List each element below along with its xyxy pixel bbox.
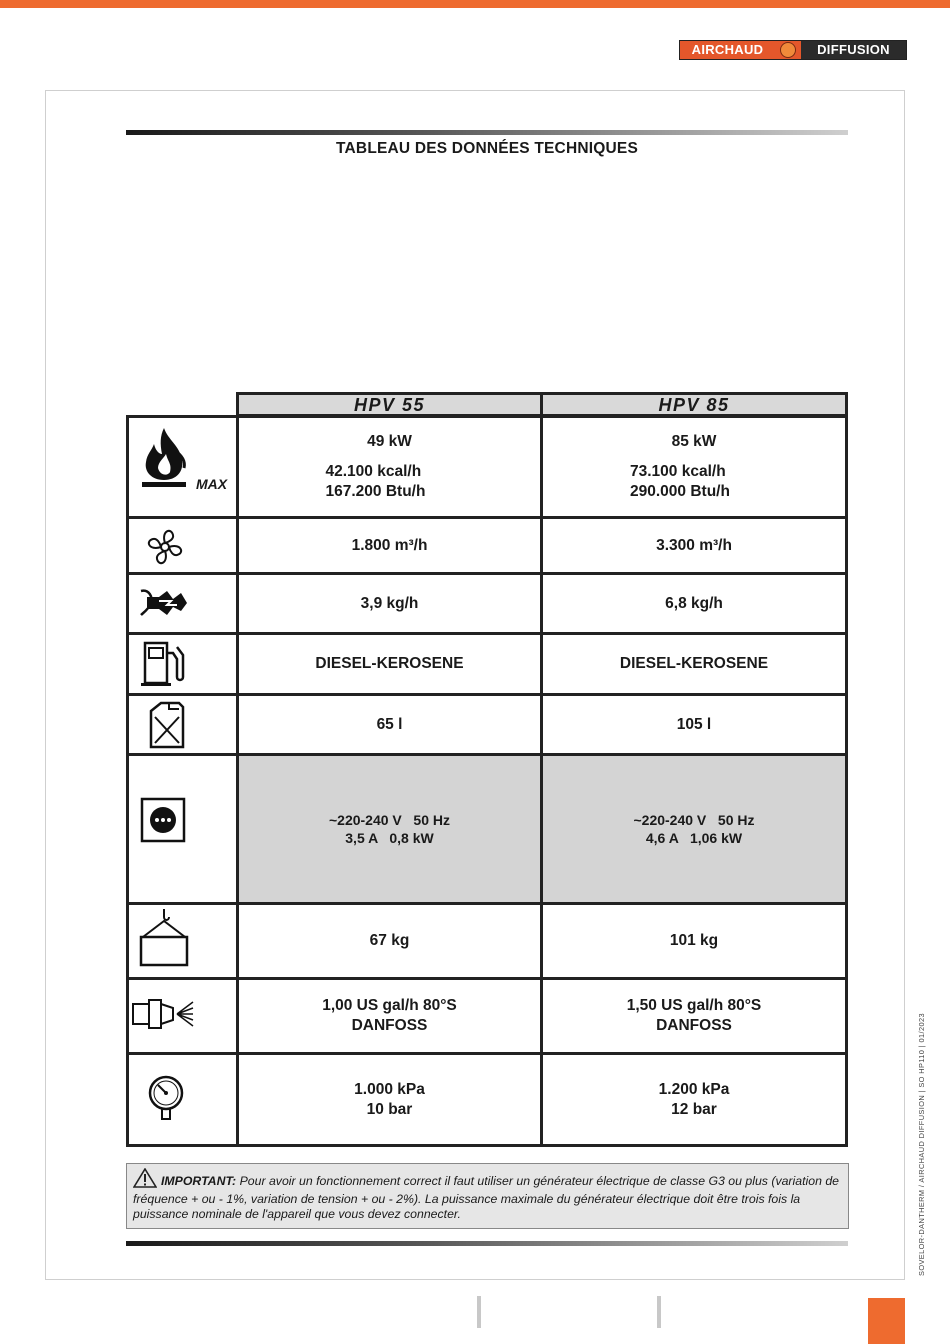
value-line: 10 bar — [366, 1100, 413, 1118]
value-line: 85 kW — [671, 433, 717, 450]
model-header-hpv85: HPV 85 — [540, 392, 848, 417]
warning-icon — [133, 1168, 157, 1192]
row-icon-cell — [126, 693, 239, 756]
value-line: 290.000 Btu/h — [630, 483, 730, 500]
value-cell-hpv55 — [236, 415, 543, 519]
value-line: 3,9 kg/h — [360, 594, 419, 612]
value-cell-hpv85 — [540, 902, 848, 980]
row-icon-cell — [126, 415, 239, 519]
value-line: 42.100 kcal/h — [325, 463, 422, 480]
value-cell-hpv85 — [540, 693, 848, 756]
important-label: IMPORTANT: — [161, 1174, 237, 1188]
value-cell-hpv55 — [236, 902, 543, 980]
brand-logo — [679, 40, 907, 60]
value-cell-hpv85 — [540, 753, 848, 905]
value-line: DANFOSS — [351, 1017, 428, 1034]
document-reference: SOVELOR-DANTHERM / AIRCHAUD DIFFUSION | SO HP110 | 01/2023 — [917, 1012, 926, 1276]
value-line: ~220-240 V 50 Hz — [328, 812, 451, 828]
value-line: 1.200 kPa — [658, 1080, 730, 1098]
row-icon-cell — [126, 902, 239, 980]
value-line: DANFOSS — [656, 1017, 732, 1034]
top-accent-bar — [0, 0, 950, 8]
value-cell-hpv55 — [236, 516, 543, 575]
value-cell-hpv85 — [540, 977, 848, 1055]
top-divider — [126, 130, 848, 135]
value-line: 1,50 US gal/h 80°S — [626, 997, 762, 1014]
footer-accent-box — [868, 1298, 905, 1344]
row-icon-cell — [126, 753, 239, 905]
model-header-hpv55: HPV 55 — [236, 392, 543, 417]
value-line: 3.300 m³/h — [656, 536, 732, 554]
value-cell-hpv85 — [540, 632, 848, 696]
value-line: 73.100 kcal/h — [630, 463, 726, 480]
value-line: ~220-240 V 50 Hz — [633, 812, 755, 828]
value-cell-hpv55 — [236, 572, 543, 635]
row-icon-cell — [126, 1052, 239, 1147]
footer-mark-right — [657, 1296, 661, 1328]
row-icon-cell — [126, 632, 239, 696]
value-line: 1,00 US gal/h 80°S — [322, 997, 457, 1014]
value-cell-hpv55 — [236, 753, 543, 905]
important-note — [126, 1163, 849, 1229]
row-icon-cell — [126, 572, 239, 635]
value-line: 167.200 Btu/h — [325, 483, 426, 500]
value-line: 3,5 A 0,8 kW — [345, 830, 434, 846]
footer-mark-left — [477, 1296, 481, 1328]
value-cell-hpv55 — [236, 1052, 543, 1147]
value-cell-hpv85 — [540, 572, 848, 635]
row-icon-cell — [126, 977, 239, 1055]
bottom-divider — [126, 1241, 848, 1246]
value-line: 12 bar — [671, 1100, 717, 1118]
value-line: 101 kg — [669, 932, 719, 949]
value-line: 1.000 kPa — [354, 1080, 425, 1098]
value-cell-hpv55 — [236, 977, 543, 1055]
max-label: MAX — [196, 476, 228, 492]
value-line: 1.800 m³/h — [351, 536, 428, 554]
value-line: DIESEL-KEROSENE — [619, 655, 769, 672]
value-line: DIESEL-KEROSENE — [315, 655, 464, 672]
value-line: 65 l — [376, 715, 403, 733]
value-cell-hpv85 — [540, 415, 848, 519]
value-cell-hpv85 — [540, 516, 848, 575]
value-cell-hpv55 — [236, 632, 543, 696]
value-line: 6,8 kg/h — [665, 594, 723, 612]
value-line: 105 l — [676, 715, 712, 733]
brand-name-right: DIFFUSION — [801, 41, 906, 59]
important-text: Pour avoir un fonctionnement correct il faut utiliser un générateur électrique de classe G3 ou plus (variation de fréquence + ou - 1%, variation de tension + ou - 2%). La puissance maximale du générateur électrique doit être trois fois la puissance nominale de l'appareil que vous devez connecter. — [133, 1174, 840, 1221]
value-cell-hpv85 — [540, 1052, 848, 1147]
value-line: 67 kg — [369, 932, 410, 949]
value-cell-hpv55 — [236, 693, 543, 756]
value-line: 4,6 A 1,06 kW — [645, 830, 743, 846]
page-title: TABLEAU DES DONNÉES TECHNIQUES — [336, 140, 638, 157]
brand-name-left: AIRCHAUD — [680, 41, 775, 59]
brand-sun-icon — [775, 41, 801, 59]
row-icon-cell — [126, 516, 239, 575]
value-line: 49 kW — [367, 433, 412, 450]
